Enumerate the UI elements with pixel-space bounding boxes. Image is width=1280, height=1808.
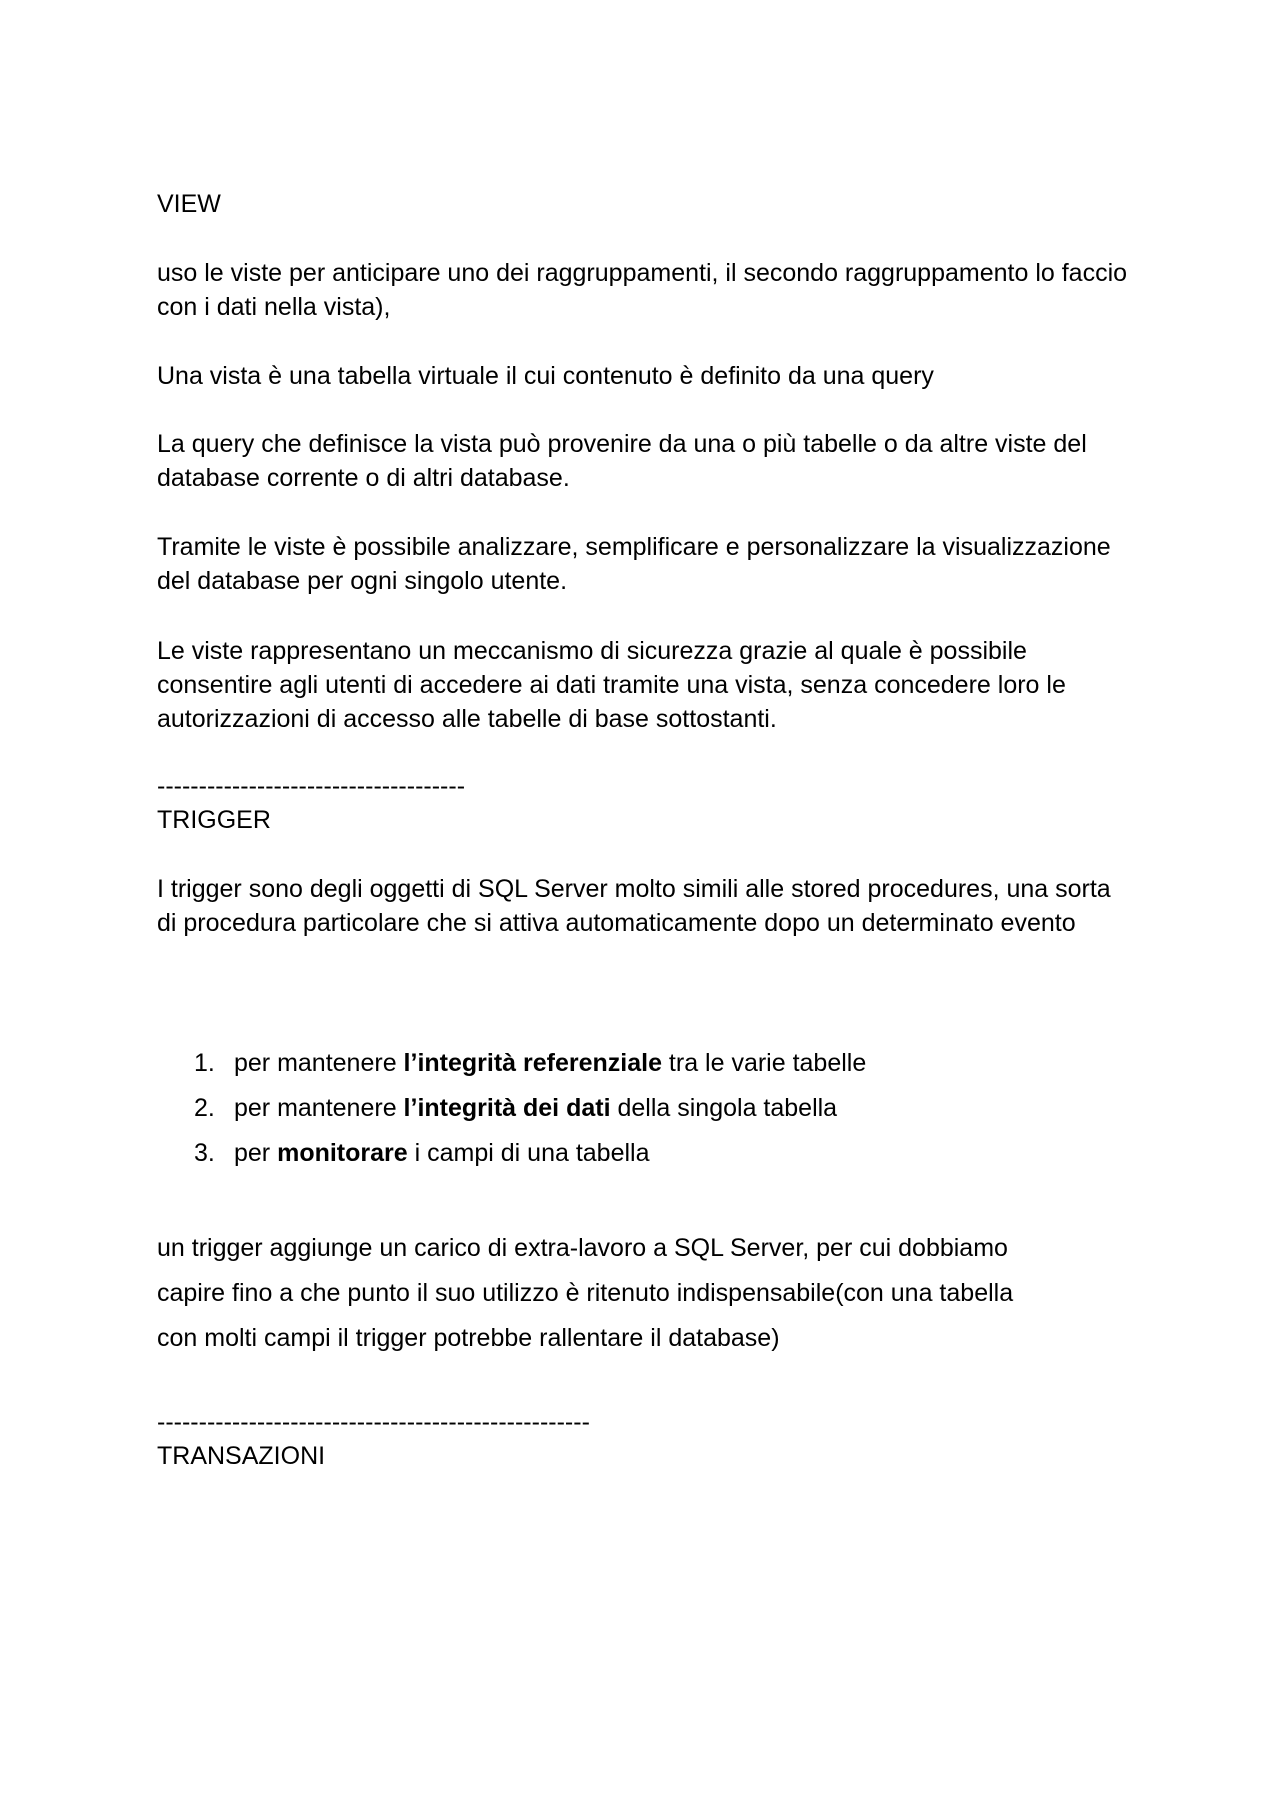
list-item-bold: monitorare	[277, 1139, 408, 1167]
view-paragraph-5: Le viste rappresentano un meccanismo di sicurezza grazie al quale è possibile consentire agli utenti di accedere ai dati tramite una vista, senza concedere loro le autorizzazioni di accesso alle tabelle di base sottostanti.	[157, 637, 1066, 733]
view-heading: VIEW	[157, 190, 221, 218]
section-separator-1: -------------------------------------	[157, 772, 466, 800]
list-item-text: per mantenere	[234, 1094, 404, 1122]
list-item-text: per	[234, 1139, 278, 1167]
view-paragraph-1: uso le viste per anticipare uno dei raggruppamenti, il secondo raggruppamento lo faccio con i dati nella vista),	[157, 259, 1128, 321]
transazioni-heading: TRANSAZIONI	[157, 1442, 326, 1470]
trigger-closing	[157, 1226, 1137, 1361]
list-item	[157, 1046, 1137, 1091]
list-item-bold: l’integrità dei dati	[403, 1094, 611, 1122]
view-paragraph-4: Tramite le viste è possibile analizzare, semplificare e personalizzare la visualizzazione del database per ogni singolo utente.	[157, 533, 1111, 595]
view-paragraph-3: La query che definisce la vista può provenire da una o più tabelle o da altre viste del database corrente o di altri database.	[157, 430, 1087, 492]
list-item-number: 2.	[194, 1094, 215, 1122]
list-item	[157, 1136, 1137, 1181]
list-item-number: 1.	[194, 1049, 215, 1077]
list-item	[157, 1091, 1137, 1136]
trigger-closing-line-2: capire fino a che punto il suo utilizzo è ritenuto indispensabile(con una tabella	[157, 1279, 1014, 1307]
list-item-number: 3.	[194, 1139, 215, 1167]
list-item-text: per mantenere	[234, 1049, 404, 1077]
trigger-uses-list	[157, 1046, 1137, 1181]
view-paragraph-2: Una vista è una tabella virtuale il cui contenuto è definito da una query	[157, 362, 934, 390]
list-item-text: i campi di una tabella	[407, 1139, 650, 1167]
trigger-closing-line-1: un trigger aggiunge un carico di extra-lavoro a SQL Server, per cui dobbiamo	[157, 1234, 1008, 1262]
list-item-text: della singola tabella	[610, 1094, 838, 1122]
list-item-text: tra le varie tabelle	[661, 1049, 867, 1077]
list-item-bold: l’integrità referenziale	[403, 1049, 662, 1077]
trigger-heading: TRIGGER	[157, 806, 271, 834]
trigger-intro: I trigger sono degli oggetti di SQL Server molto simili alle stored procedures, una sorta di procedura particolare che si attiva automaticamente dopo un determinato evento	[157, 875, 1111, 937]
section-separator-2: ----------------------------------------------------	[157, 1408, 590, 1436]
trigger-closing-line-3: con molti campi il trigger potrebbe rallentare il database)	[157, 1324, 780, 1352]
